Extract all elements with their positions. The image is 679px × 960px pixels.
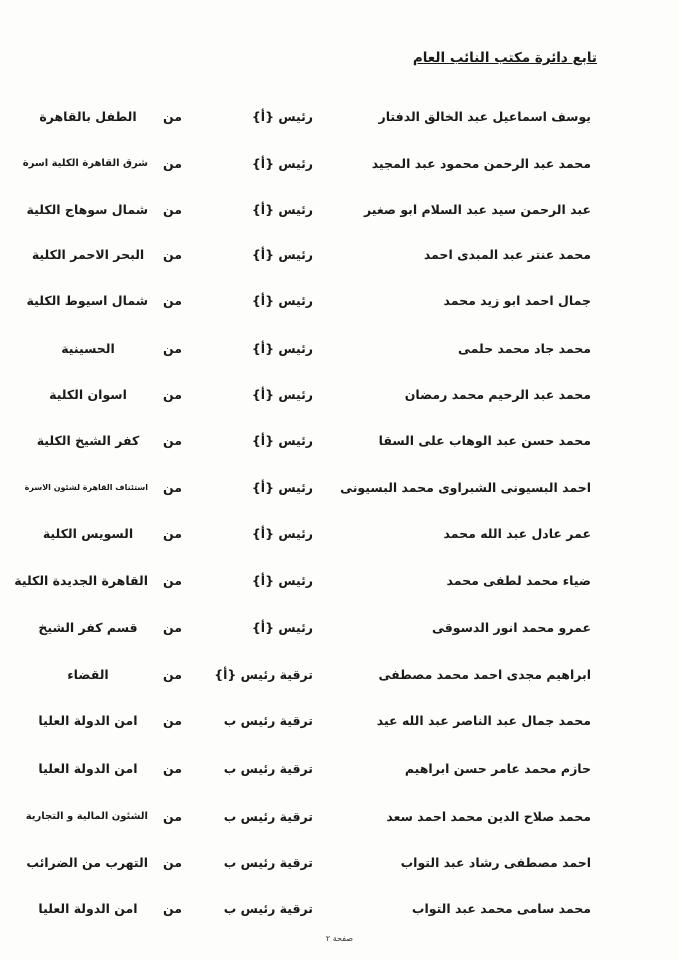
person-name: احمد البسيونى الشبراوى محمد البسيونى bbox=[340, 480, 591, 495]
from-label: من bbox=[163, 809, 182, 824]
list-item bbox=[0, 664, 679, 686]
origin-court: كفر الشيخ الكلية bbox=[36, 433, 140, 448]
rank-label: رئيس {أ} bbox=[251, 387, 313, 402]
rank-label: ترقية رئيس ب bbox=[223, 713, 313, 728]
from-label: من bbox=[163, 247, 182, 262]
person-name: محمد سامى محمد عبد التواب bbox=[411, 901, 591, 916]
rank-label: رئيس {أ} bbox=[251, 109, 313, 124]
origin-court: الشئون المالية و التجارية bbox=[25, 811, 148, 822]
rank-label: رئيس {أ} bbox=[251, 341, 313, 356]
from-label: من bbox=[163, 341, 182, 356]
rank-label: ترقية رئيس ب bbox=[223, 901, 313, 916]
origin-court: الطفل بالقاهرة bbox=[39, 109, 137, 124]
list-item bbox=[0, 570, 679, 592]
rank-label: ترقية رئيس {أ} bbox=[214, 667, 313, 682]
person-name: حازم محمد عامر حسن ابراهيم bbox=[404, 761, 591, 776]
person-name: محمد جاد محمد حلمى bbox=[457, 341, 591, 356]
person-name: محمد صلاح الدين محمد احمد سعد bbox=[386, 809, 591, 824]
origin-court: الحسينية bbox=[61, 341, 115, 356]
rank-label: رئيس {أ} bbox=[251, 156, 313, 171]
list-item bbox=[0, 710, 679, 732]
origin-court: السويس الكلية bbox=[42, 526, 134, 541]
origin-court: اسوان الكلية bbox=[49, 387, 127, 402]
rank-label: رئيس {أ} bbox=[251, 202, 313, 217]
list-item bbox=[0, 898, 679, 920]
person-name: عمرو محمد انور الدسوقى bbox=[431, 620, 591, 635]
from-label: من bbox=[163, 713, 182, 728]
from-label: من bbox=[163, 855, 182, 870]
person-name: محمد عبد الرحمن محمود عبد المجيد bbox=[371, 156, 591, 171]
list-item bbox=[0, 758, 679, 780]
from-label: من bbox=[163, 433, 182, 448]
list-item bbox=[0, 244, 679, 266]
person-name: محمد عبد الرحيم محمد رمضان bbox=[404, 387, 591, 402]
person-name: محمد جمال عبد الناصر عبد الله عيد bbox=[376, 713, 591, 728]
from-label: من bbox=[163, 202, 182, 217]
list-item bbox=[0, 153, 679, 175]
person-name: عمر عادل عبد الله محمد bbox=[443, 526, 591, 541]
person-name: محمد عنتر عبد المبدى احمد bbox=[423, 247, 591, 262]
rank-label: رئيس {أ} bbox=[251, 573, 313, 588]
origin-court: التهرب من الضرائب bbox=[26, 855, 148, 870]
list-item bbox=[0, 199, 679, 221]
from-label: من bbox=[163, 901, 182, 916]
from-label: من bbox=[163, 761, 182, 776]
page-number: صفحة ٢ bbox=[325, 934, 354, 943]
origin-court: استئناف القاهرة لشئون الاسرة bbox=[24, 483, 148, 492]
from-label: من bbox=[163, 293, 182, 308]
from-label: من bbox=[163, 387, 182, 402]
list-item bbox=[0, 617, 679, 639]
from-label: من bbox=[163, 573, 182, 588]
origin-court: امن الدولة العليا bbox=[38, 713, 138, 728]
origin-court: امن الدولة العليا bbox=[38, 761, 138, 776]
rank-label: رئيس {أ} bbox=[251, 526, 313, 541]
list-item bbox=[0, 106, 679, 128]
person-name: احمد مصطفى رشاد عبد التواب bbox=[400, 855, 591, 870]
person-name: جمال احمد ابو زيد محمد bbox=[443, 293, 591, 308]
list-item bbox=[0, 430, 679, 452]
page-header-title: تابع دائرة مكتب النائب العام bbox=[412, 50, 597, 66]
rank-label: رئيس {أ} bbox=[251, 433, 313, 448]
list-item bbox=[0, 384, 679, 406]
list-item bbox=[0, 523, 679, 545]
list-item bbox=[0, 477, 679, 499]
origin-court: القضاء bbox=[67, 667, 109, 682]
from-label: من bbox=[163, 109, 182, 124]
from-label: من bbox=[163, 156, 182, 171]
rank-label: ترقية رئيس ب bbox=[223, 855, 313, 870]
person-name: محمد حسن عبد الوهاب على السقا bbox=[378, 433, 591, 448]
list-item bbox=[0, 852, 679, 874]
origin-court: امن الدولة العليا bbox=[38, 901, 138, 916]
origin-court: قسم كفر الشيخ bbox=[38, 620, 138, 635]
from-label: من bbox=[163, 526, 182, 541]
rank-label: ترقية رئيس ب bbox=[223, 809, 313, 824]
list-item bbox=[0, 338, 679, 360]
origin-court: شرق القاهرة الكلية اسرة bbox=[22, 158, 148, 169]
person-name: عبد الرحمن سيد عبد السلام ابو صغير bbox=[363, 202, 591, 217]
list-item bbox=[0, 290, 679, 312]
origin-court: القاهرة الجديدة الكلية bbox=[14, 573, 148, 588]
rank-label: رئيس {أ} bbox=[251, 293, 313, 308]
from-label: من bbox=[163, 667, 182, 682]
person-name: يوسف اسماعيل عبد الخالق الدفتار bbox=[378, 109, 591, 124]
from-label: من bbox=[163, 620, 182, 635]
rank-label: رئيس {أ} bbox=[251, 620, 313, 635]
rank-label: رئيس {أ} bbox=[251, 480, 313, 495]
person-name: ضياء محمد لطفى محمد bbox=[446, 573, 591, 588]
origin-court: شمال اسيوط الكلية bbox=[26, 293, 148, 308]
from-label: من bbox=[163, 480, 182, 495]
list-item bbox=[0, 806, 679, 828]
origin-court: شمال سوهاج الكلية bbox=[26, 202, 148, 217]
origin-court: البحر الاحمر الكلية bbox=[31, 247, 145, 262]
person-name: ابراهيم مجدى احمد محمد مصطفى bbox=[378, 667, 591, 682]
rank-label: ترقية رئيس ب bbox=[223, 761, 313, 776]
rank-label: رئيس {أ} bbox=[251, 247, 313, 262]
